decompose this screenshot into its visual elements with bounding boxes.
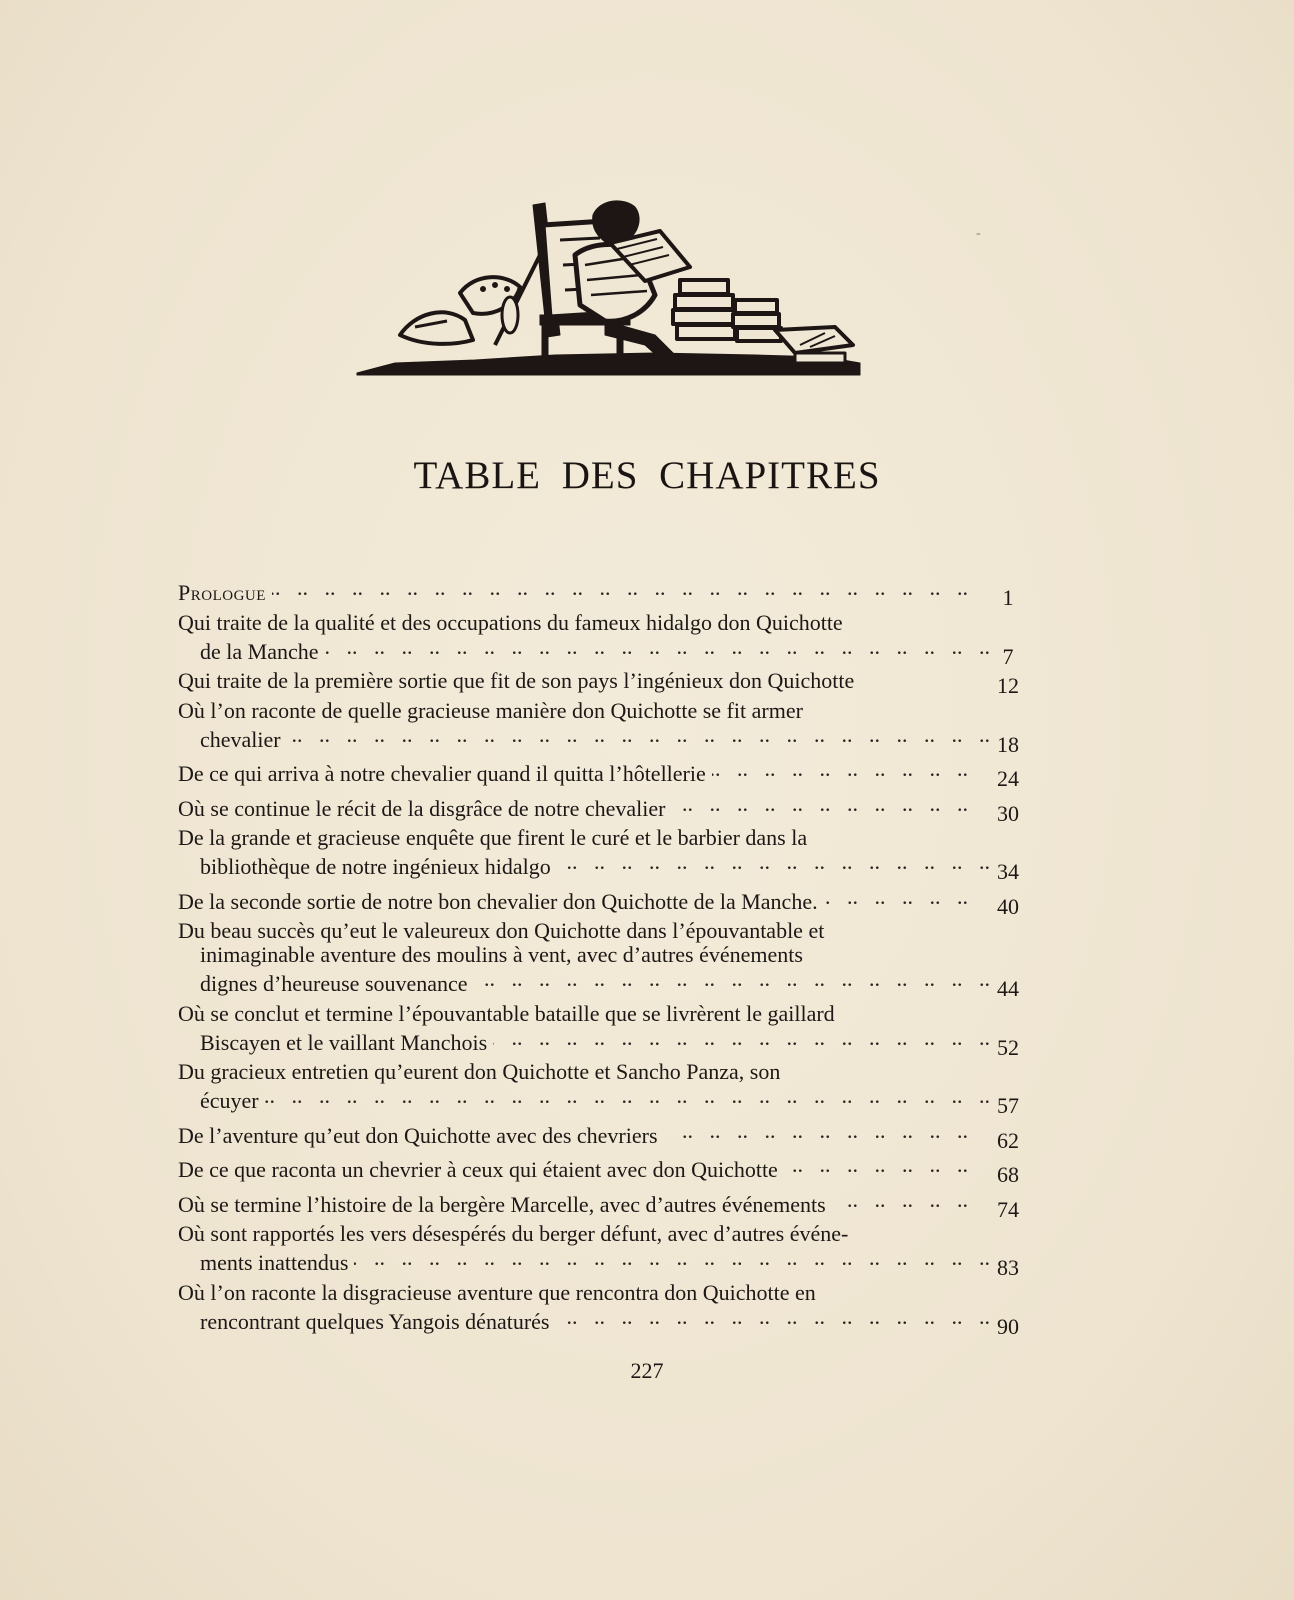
toc-entry (178, 697, 1033, 757)
toc-entry (178, 825, 1033, 884)
toc-page-number: 74 (997, 1196, 1019, 1222)
toc-entry-title: dignes d’heureuse souvenance (200, 971, 468, 996)
dot-leader (493, 1026, 990, 1050)
toc-entry (178, 918, 1033, 1001)
toc-entry-line: inimaginable aventure des moulins à vent, avec d’autres événements (200, 942, 803, 967)
toc-entry (178, 1188, 1033, 1222)
toc-page-number: 57 (997, 1093, 1019, 1118)
toc-entry-title: Où se termine l’histoire de la bergère Marcelle, avec d’autres événements (178, 1191, 826, 1217)
dot-leader (265, 1084, 990, 1108)
toc-page-number: 40 (997, 893, 1019, 919)
toc-entry-title: de la Manche (200, 638, 319, 664)
toc-page-number: 83 (997, 1255, 1019, 1280)
toc-entry (178, 757, 1033, 791)
toc-entry-line: Où l’on raconte de quelle gracieuse manière don Quichotte se fit armer (178, 697, 803, 723)
toc-entry-title: Où se continue le récit de la disgrâce de notre chevalier (178, 795, 666, 821)
reading-knight-illustration-icon (355, 195, 865, 390)
toc-page-number: 52 (997, 1034, 1019, 1060)
dot-leader (671, 792, 968, 816)
toc-entry (178, 576, 1033, 610)
toc-entry (178, 668, 1033, 698)
toc-entry-line: Où sont rapportés les vers désespérés du berger défunt, avec d’autres événe- (178, 1221, 849, 1246)
page-number: 227 (630, 1358, 664, 1383)
toc-page-number: 62 (997, 1127, 1019, 1153)
toc-entry (178, 1119, 1033, 1153)
toc-page-number: 30 (997, 800, 1019, 826)
toc-entry (178, 609, 1033, 669)
toc-page-number: 1 (1002, 585, 1014, 610)
dot-leader (557, 850, 990, 874)
dot-leader (664, 1119, 968, 1143)
toc-page-number: 44 (997, 976, 1019, 1001)
toc-entry-title: De ce qui arriva à notre chevalier quand il quitta l’hôtellerie (178, 761, 706, 786)
toc-entry (178, 1000, 1033, 1060)
toc-entry-title: écuyer (200, 1088, 259, 1113)
dot-leader (832, 1188, 968, 1212)
toc-entry (178, 792, 1033, 826)
toc-entry-line: Où se conclut et termine l’épouvantable bataille que se livrèrent le gaillard (178, 1000, 835, 1026)
toc-entry-title: Biscayen et le vaillant Manchois (200, 1029, 488, 1055)
toc-entry-line: Du gracieux entretien qu’eurent don Quichotte et Sancho Panza, son (178, 1059, 781, 1084)
table-of-contents (178, 576, 1033, 1339)
dot-leader (824, 885, 968, 909)
toc-page-number: 90 (997, 1313, 1019, 1339)
paper-speck: ‐ (976, 226, 981, 241)
toc-entry-title: bibliothèque de notre ingénieux hidalgo (200, 854, 551, 879)
dot-leader (287, 723, 990, 747)
toc-entry (178, 1279, 1033, 1339)
toc-page-number: 18 (997, 731, 1019, 757)
dot-leader (325, 635, 991, 659)
toc-entry-line: De la grande et gracieuse enquête que firent le curé et le barbier dans la (178, 825, 808, 850)
toc-entry-title: De ce que raconta un chevrier à ceux qui étaient avec don Quichotte (178, 1157, 778, 1182)
toc-entry (178, 1153, 1033, 1187)
toc-entry-title: Prologue (178, 580, 266, 605)
toc-entry-title: De la seconde sortie de notre bon chevalier don Quichotte de la Manche. (178, 888, 818, 914)
dot-leader (784, 1153, 968, 1177)
toc-page-number: 7 (1002, 643, 1014, 669)
toc-entry-line: Du beau succès qu’eut le valeureux don Quichotte dans l’épouvantable et (178, 918, 825, 943)
toc-entry-title: chevalier (200, 726, 281, 752)
dot-leader (555, 1305, 990, 1329)
toc-entry-title: ments inattendus (200, 1250, 349, 1275)
toc-page-number: 34 (997, 859, 1019, 884)
toc-entry-line: Où l’on raconte la disgracieuse aventure que rencontra don Quichotte en (178, 1279, 816, 1305)
dot-leader (712, 757, 968, 781)
toc-entry-title: rencontrant quelques Yangois dénaturés (200, 1308, 550, 1334)
toc-entry (178, 1059, 1033, 1118)
toc-page-number: 24 (997, 766, 1019, 791)
toc-entry (178, 1221, 1033, 1280)
toc-entry-title: De l’aventure qu’eut don Quichotte avec des chevriers (178, 1122, 658, 1148)
toc-page-number: 68 (997, 1162, 1019, 1187)
toc-page-number: 12 (997, 673, 1019, 698)
dot-leader (474, 967, 990, 991)
dot-leader (354, 1246, 990, 1270)
toc-entry-line: Qui traite de la qualité et des occupations du fameux hidalgo don Quichotte (178, 609, 843, 635)
toc-entry (178, 885, 1033, 919)
dot-leader (272, 576, 968, 600)
toc-entry-title: Qui traite de la première sortie que fit de son pays l’ingénieux don Quichotte (178, 668, 855, 693)
page-title: TABLE DES CHAPITRES (413, 454, 881, 497)
